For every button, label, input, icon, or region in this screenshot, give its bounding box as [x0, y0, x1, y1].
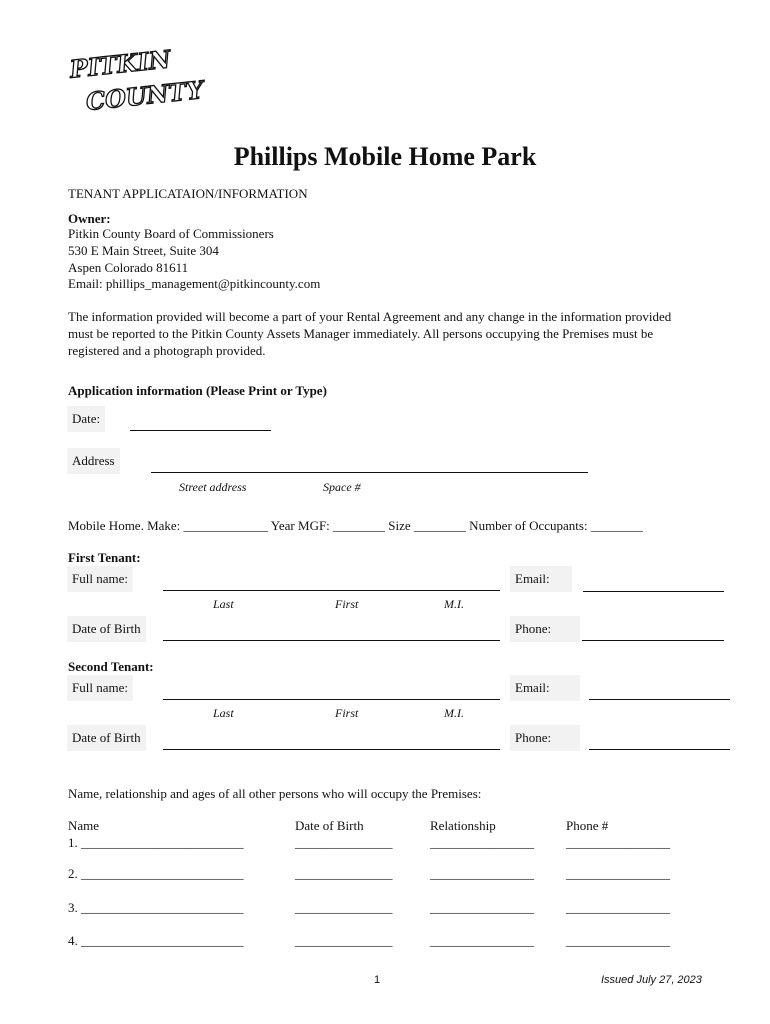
mobile-home-line[interactable]: Mobile Home. Make: _____________ Year MGF: ________ Size ________ Number of Occupants: ________ [68, 518, 643, 533]
second-tenant-last-hint: Last [213, 706, 234, 720]
issued-date: Issued July 27, 2023 [601, 974, 702, 986]
second-tenant-heading: Second Tenant: [68, 659, 154, 674]
second-tenant-dob-field[interactable] [163, 749, 500, 750]
svg-text:COUNTY: COUNTY [84, 74, 205, 117]
first-tenant-email-field[interactable] [583, 591, 724, 592]
second-tenant-email-field[interactable] [589, 699, 730, 700]
owner-street: 530 E Main Street, Suite 304 [68, 243, 219, 258]
second-tenant-email-label: Email: [510, 675, 580, 701]
second-tenant-dob-label: Date of Birth [67, 725, 146, 751]
page-title: Phillips Mobile Home Park [233, 142, 537, 171]
second-tenant-full-name-label: Full name: [67, 675, 133, 701]
owner-city: Aspen Colorado 81611 [68, 260, 189, 275]
column-header-dob: Date of Birth [295, 818, 364, 833]
second-tenant-mi-hint: M.I. [444, 706, 464, 720]
form-subtitle: TENANT APPLICATAION/INFORMATION [68, 186, 308, 201]
date-label: Date: [67, 406, 105, 432]
occupant-name-field[interactable]: 4. _________________________ [68, 933, 244, 948]
notice-paragraph: The information provided will become a part of your Rental Agreement and any change in the information provided must be reported to the Pitkin County Assets Manager immediately. All persons occupying the Premises must be registered and a photograph provided. [68, 309, 672, 358]
occupant-phone-field[interactable]: ________________ [566, 835, 670, 850]
occupant-phone-field[interactable]: ________________ [566, 866, 670, 881]
column-header-phone: Phone # [566, 818, 609, 833]
owner-label: Owner: [68, 211, 111, 226]
occupant-dob-field[interactable]: _______________ [295, 933, 393, 948]
column-header-name: Name [68, 818, 100, 833]
occupants-intro: Name, relationship and ages of all other persons who will occupy the Premises: [68, 786, 482, 801]
second-tenant-phone-field[interactable] [589, 749, 730, 750]
first-tenant-heading: First Tenant: [68, 550, 141, 565]
first-tenant-full-name-label: Full name: [67, 566, 133, 592]
space-number-hint: Space # [323, 480, 361, 494]
occupant-relationship-field[interactable]: ________________ [430, 933, 534, 948]
second-tenant-full-name-field[interactable] [163, 699, 500, 700]
occupant-dob-field[interactable]: _______________ [295, 900, 393, 915]
date-field[interactable] [130, 430, 271, 431]
occupant-relationship-field[interactable]: ________________ [430, 900, 534, 915]
first-tenant-email-label: Email: [510, 566, 572, 592]
street-address-hint: Street address [179, 480, 247, 494]
column-header-relationship: Relationship [430, 818, 496, 833]
occupant-phone-field[interactable]: ________________ [566, 900, 670, 915]
first-tenant-phone-field[interactable] [582, 640, 724, 641]
occupant-phone-field[interactable]: ________________ [566, 933, 670, 948]
application-heading: Application information (Please Print or Type) [68, 383, 327, 398]
first-tenant-phone-label: Phone: [510, 616, 580, 642]
first-tenant-full-name-field[interactable] [163, 590, 500, 591]
owner-name: Pitkin County Board of Commissioners [68, 226, 274, 241]
occupant-name-field[interactable]: 1. _________________________ [68, 835, 244, 850]
pitkin-county-logo [66, 44, 205, 117]
occupant-relationship-field[interactable]: ________________ [430, 866, 534, 881]
owner-email: Email: phillips_management@pitkincounty.com [68, 276, 321, 291]
address-label: Address [67, 448, 120, 474]
occupant-dob-field[interactable]: _______________ [295, 866, 393, 881]
occupant-dob-field[interactable]: _______________ [295, 835, 393, 850]
occupant-relationship-field[interactable]: ________________ [430, 835, 534, 850]
first-tenant-last-hint: Last [213, 597, 234, 611]
second-tenant-phone-label: Phone: [510, 725, 580, 751]
occupant-name-field[interactable]: 2. _________________________ [68, 866, 244, 881]
page-number: 1 [374, 974, 381, 986]
first-tenant-dob-field[interactable] [163, 640, 500, 641]
first-tenant-dob-label: Date of Birth [67, 616, 146, 642]
occupant-name-field[interactable]: 3. _________________________ [68, 900, 244, 915]
svg-text:PITKIN: PITKIN [68, 44, 172, 84]
first-tenant-first-hint: First [335, 597, 359, 611]
address-field[interactable] [151, 472, 588, 473]
first-tenant-mi-hint: M.I. [444, 597, 464, 611]
second-tenant-first-hint: First [335, 706, 359, 720]
